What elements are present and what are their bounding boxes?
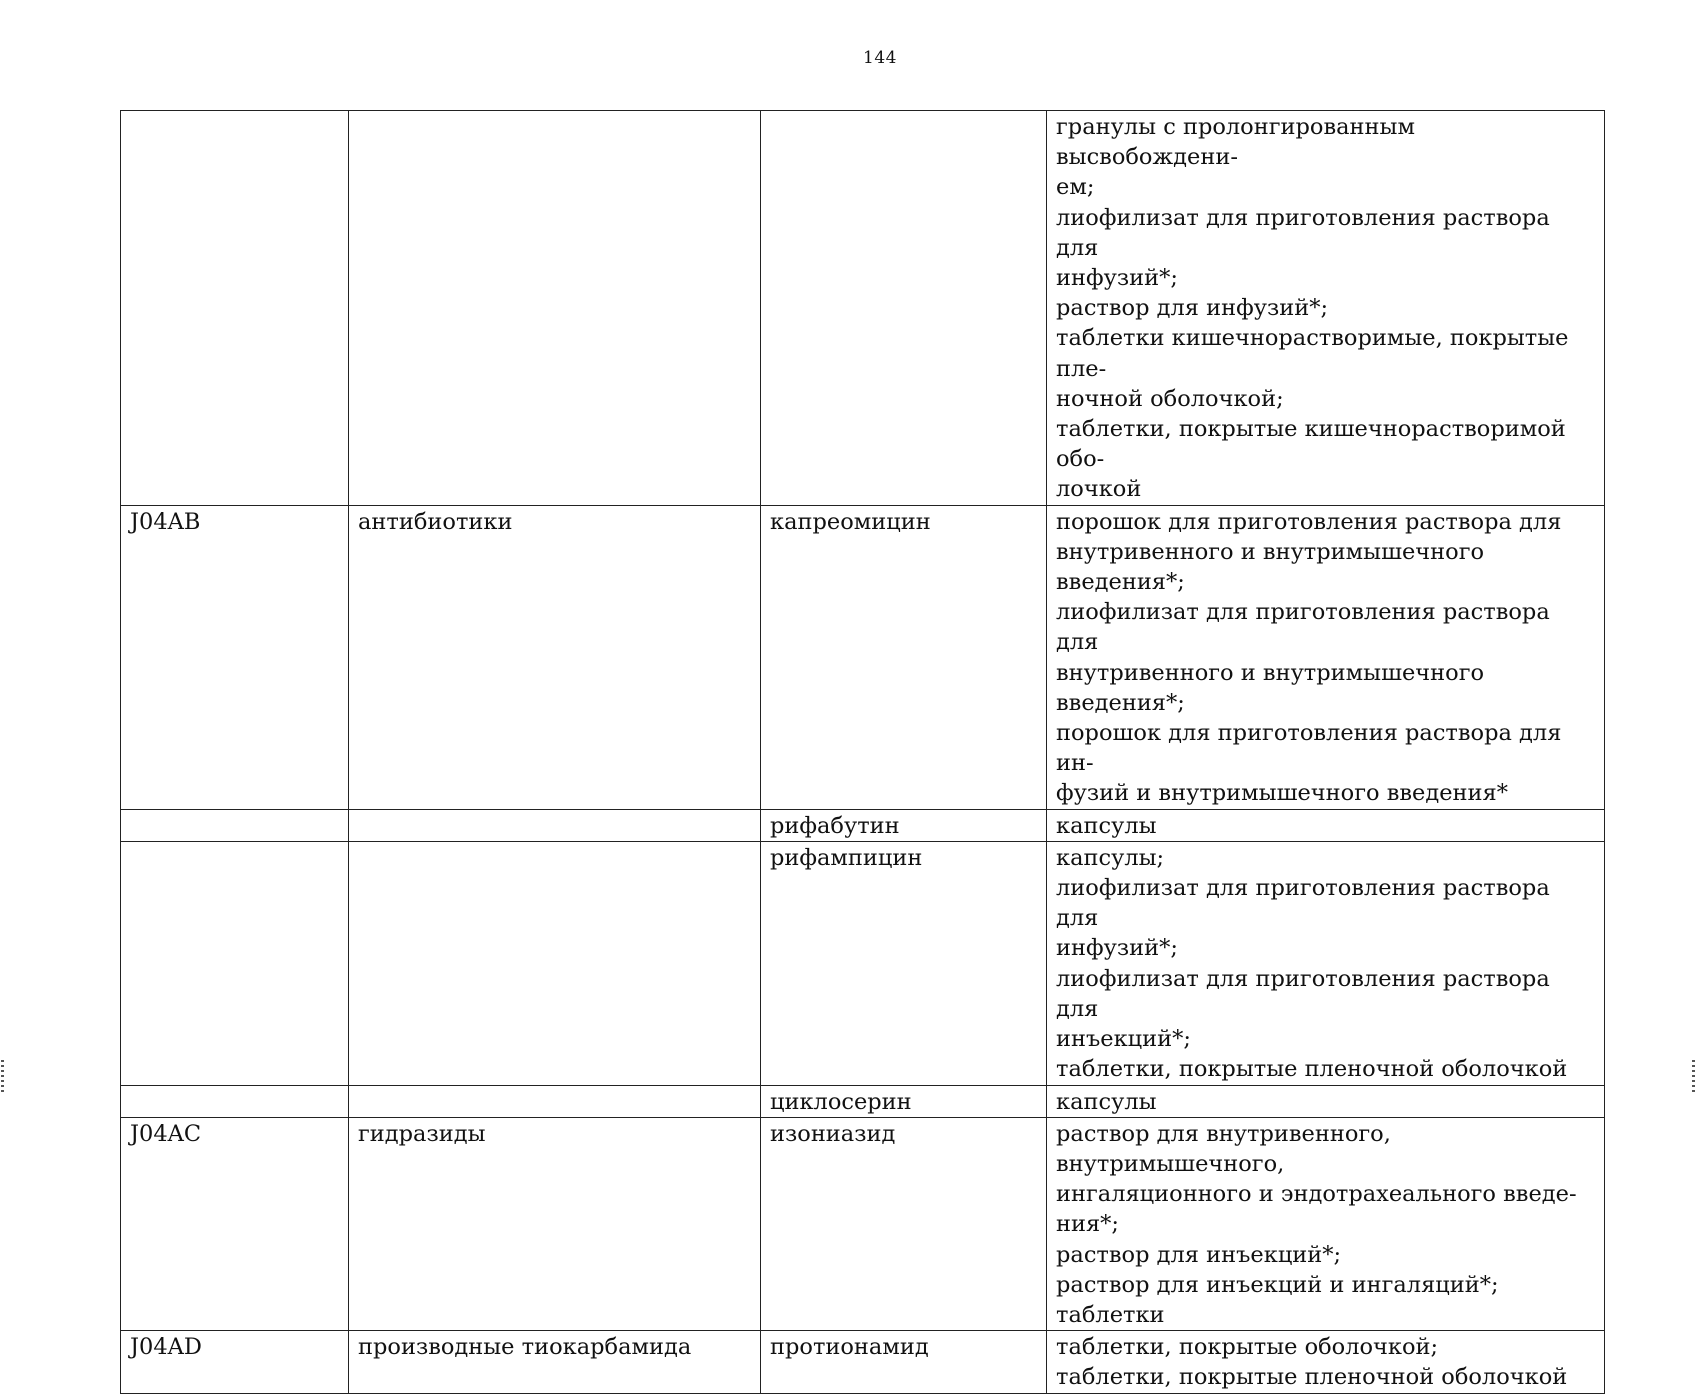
drug-name-cell: капреомицин (761, 505, 1047, 809)
dosage-forms-cell: капсулы (1047, 1085, 1605, 1117)
group-cell: производные тиокарбамида (349, 1331, 761, 1393)
drug-table (120, 110, 1605, 1394)
drug-name-cell: изониазид (761, 1117, 1047, 1330)
table-row (121, 809, 1605, 841)
drug-name-cell: рифабутин (761, 809, 1047, 841)
table-row (121, 111, 1605, 506)
table-row (121, 841, 1605, 1085)
group-cell (349, 841, 761, 1085)
atc-code-cell: J04AB (121, 505, 349, 809)
group-cell (349, 111, 761, 506)
drug-name-cell: рифампицин (761, 841, 1047, 1085)
atc-code-cell (121, 841, 349, 1085)
group-cell: гидразиды (349, 1117, 761, 1330)
atc-code-cell: J04AD (121, 1331, 349, 1393)
atc-code-cell (121, 111, 349, 506)
table-row (121, 1331, 1605, 1393)
group-cell (349, 1085, 761, 1117)
dosage-forms-cell: капсулы (1047, 809, 1605, 841)
drug-name-cell (761, 111, 1047, 506)
dosage-forms-cell: гранулы с пролонгированным высвобождени- ем; лиофилизат для приготовления раствора для инфузий*; раствор для инфузий*; таблетки кишечнорастворимые, покрытые пле- ночной оболочкой; таблетки, покрытые кишечнорастворимой обо- лочкой (1047, 111, 1605, 506)
table-row (121, 505, 1605, 809)
dosage-forms-cell: таблетки, покрытые оболочкой; таблетки, покрытые пленочной оболочкой (1047, 1331, 1605, 1393)
atc-code-cell (121, 1085, 349, 1117)
drug-name-cell: циклосерин (761, 1085, 1047, 1117)
scan-edge-mark-right (1692, 1060, 1695, 1094)
scan-edge-mark-left (1, 1060, 4, 1094)
drug-name-cell: протионамид (761, 1331, 1047, 1393)
group-cell (349, 809, 761, 841)
atc-code-cell: J04AC (121, 1117, 349, 1330)
dosage-forms-cell: раствор для внутривенного, внутримышечного, ингаляционного и эндотрахеального введе- ния*; раствор для инъекций*; раствор для инъекций и ингаляций*; таблетки (1047, 1117, 1605, 1330)
page-number: 144 (863, 48, 897, 68)
atc-code-cell (121, 809, 349, 841)
dosage-forms-cell: порошок для приготовления раствора для внутривенного и внутримышечного введения*; лиофилизат для приготовления раствора для внутривенного и внутримышечного введения*; порошок для приготовления раствора для ин- фузий и внутримышечного введения* (1047, 505, 1605, 809)
table-row (121, 1117, 1605, 1330)
group-cell: антибиотики (349, 505, 761, 809)
dosage-forms-cell: капсулы; лиофилизат для приготовления раствора для инфузий*; лиофилизат для приготовления раствора для инъекций*; таблетки, покрытые пленочной оболочкой (1047, 841, 1605, 1085)
table-row (121, 1085, 1605, 1117)
